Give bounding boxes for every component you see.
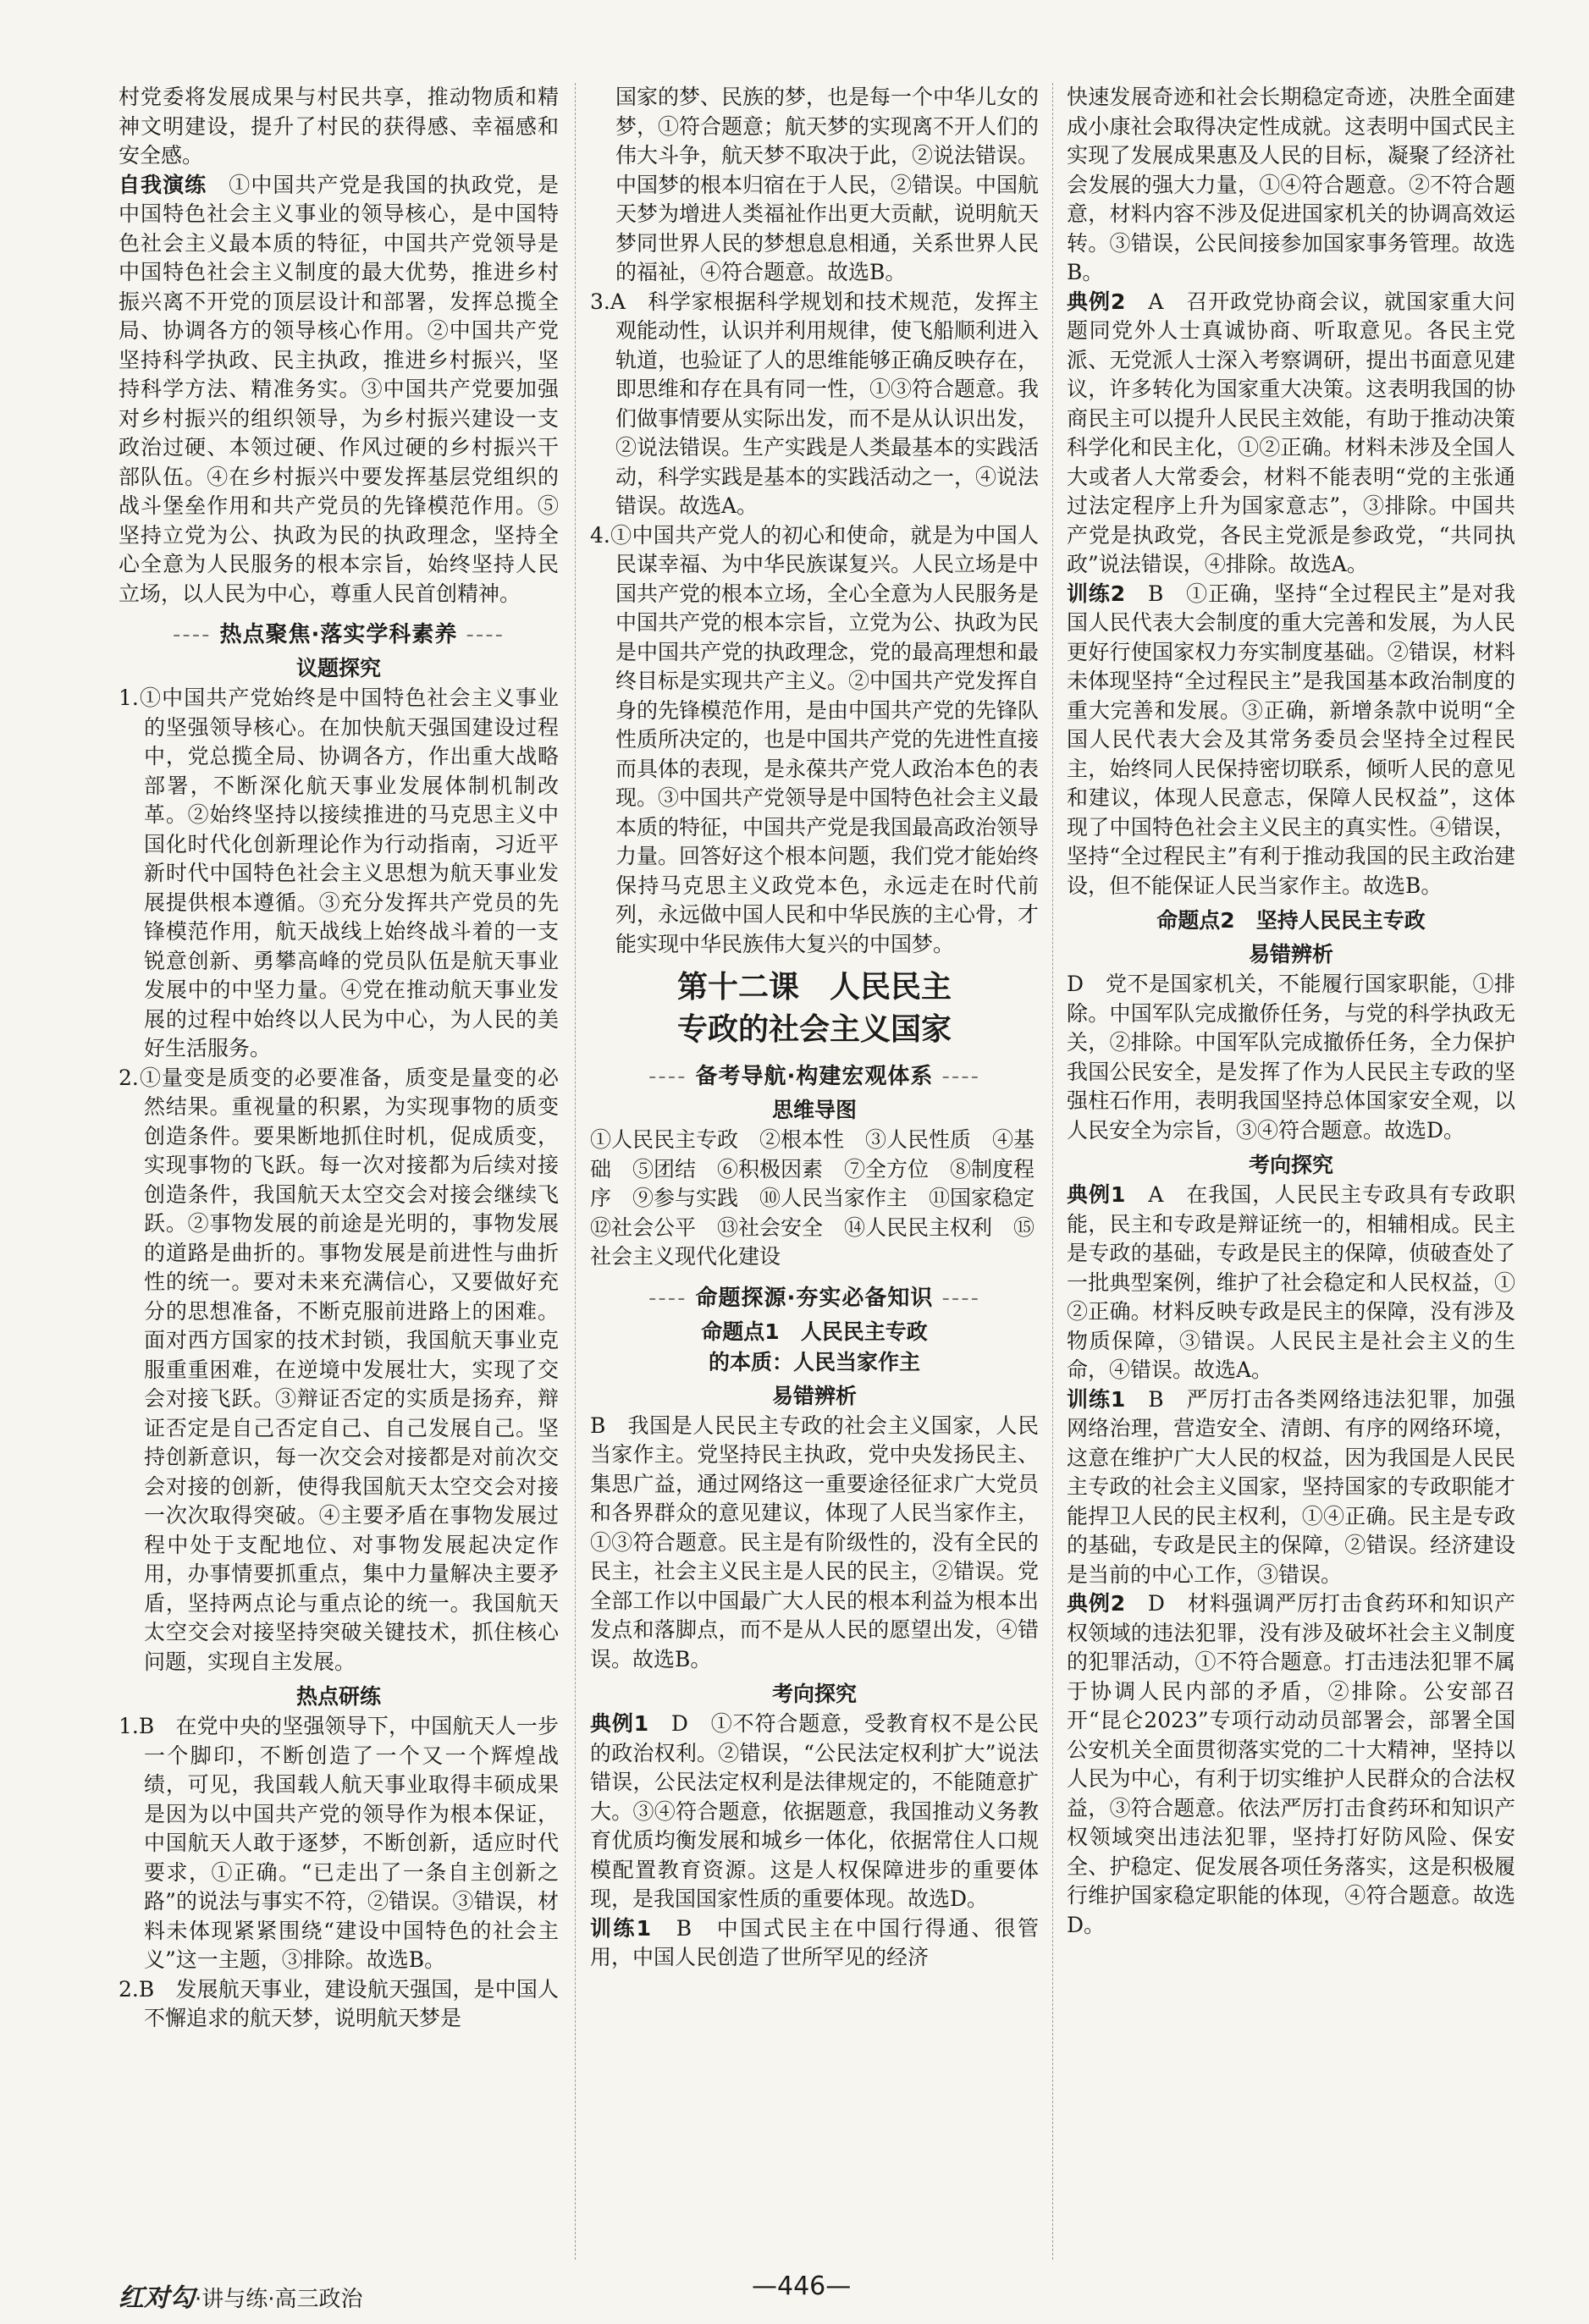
answer-item-2: 2.①量变是质变的必要准备，质变是量变的必然结果。重视量的积累，为实现事物的质变创造条件。要果断地抓住时机，促成质变，实现事物的飞跃。每一次对接都为后续对接创造条件，我国航天太空交会对接会继续飞跃。②事物发展的前途是光明的，事物发展的道路是曲折的。事物发展是前进性与曲折性的统一。要对未来充满信心，又要做好充分的思想准备，不断克服前进路上的困难。面对西方国家的技术封锁，我国航天事业克服重重困难，在逆境中发展壮大，实现了交会对接飞跃。③辩证否定的实质是扬弃，辩证否定是自己否定自己、自己发展自己。坚持创新意识，每一次交会对接都是对前次交会对接的创新，使得我国航天太空交会对接一次次取得突破。④主要矛盾在事物发展过程中处于支配地位、对事物发展起决定作用，办事情要抓重点，集中力量解决主要矛盾，坚持两点论与重点论的统一。我国航天太空交会对接坚持突破关键技术，抓住核心问题，实现自主发展。 (119, 1065, 559, 1674)
self-practice-text: ①中国共产党是我国的执政党，是中国特色社会主义事业的领导核心，是中国特色社会主义最本质的特征，中国共产党领导是中国特色社会主义制度的最大优势，推进乡村振兴离不开党的顶层设计和部署，发挥总揽全局、协调各方的领导核心作用。②中国共产党坚持科学执政、民主执政，推进乡村振兴，坚持科学方法、精准务实。③中国共产党要加强对乡村振兴的组织领导，为乡村振兴建设一支政治过硬、本领过硬、作风过硬的乡村振兴干部队伍。④在乡村振兴中要发挥基层党组织的战斗堡垒作用和共产党员的先锋模范作用。⑤坚持立党为公、执政为民的执政理念，坚持全心全意为人民服务的根本宗旨，始终坚持人民立场，以人民为中心，尊重人民首创精神。 (119, 172, 559, 606)
paragraph-intro: 村党委将发展成果与村民共享，推动物质和精神文明建设，提升了村民的获得感、幸福感和安全感。 (119, 85, 559, 168)
brand-logo: 红对勾 (119, 2283, 195, 2313)
subtitle-error-analysis-2: 易错辨析 (1248, 942, 1333, 966)
page-number: —446— (752, 2272, 852, 2301)
practice-item-4: 4.①中国共产党人的初心和使命，就是为中国人民谋幸福、为中华民族谋复兴。人民立场是中国共产党的根本立场，全心全意为人民服务是中国共产党的根本宗旨，立党为公、执政为民是中国共产党的执政理念，党的最高理想和最终目标是实现共产主义。②中国共产党发挥自身的先锋模范作用，是由中国共产党的先锋队性质所决定的，也是中国共产党的先进性直接而具体的表现，是永葆共产党人政治本色的表现。③中国共产党领导是中国特色社会主义最本质的特征，中国共产党是我国最高政治领导力量。回答好这个根本问题，我们党才能始终保持马克思主义政党本色，永远走在时代前列，永远做中国人民和中华民族的主心骨，才能实现中华民族伟大复兴的中国梦。 (590, 522, 1040, 956)
proposition-point-2-title: 命题点2 坚持人民民主专政 (1156, 908, 1426, 933)
case-1: 典例1 D ①不符合题意，受教育权不是公民的政治权利。②错误，“公民法定权利扩大”说法错误，公民法定权利是法律规定的，不能随意扩大。③④符合题意，依据题意，我国推动义务教育优质均衡发展和城乡一体化，依据常住人口规模配置教育资源。这是人权保障进步的重要体现，是我国国家性质的重要体现。故选D。 (590, 1711, 1039, 1911)
train-1: 训练1 B 中国式民主在中国行得通、很管用，中国人民创造了世所罕见的经济 (590, 1915, 1039, 1969)
case-4: 典例2 D 材料强调严厉打击食药环和知识产权领域的违法犯罪，没有涉及破坏社会主义制度的犯罪活动，①不符合题意。打击违法犯罪不属于协调人民内部的矛盾，②排除。公安部召开“昆仑2023”专项行动动员部署会，部署全国公安机关全面贯彻落实党的二十大精神，坚持以人民为中心，有利于切实维护人民群众的合法权益，③符合题意。依法严厉打击食药环和知识产权领域突出违法犯罪，坚持打好防风险、保安全、护稳定、促发展各项任务落实，这是积极履行维护国家稳定职能的体现，④符合题意。故选D。 (1067, 1591, 1515, 1937)
error-analysis-text-2: D 党不是国家机关，不能履行国家职能，①排除。中国军队完成撤侨任务，与党的科学执政无关，②排除。中国军队完成撤侨任务，全力保护我国公民安全，是发挥了作为人民民主专政的坚强柱石作用，表明我国坚持总体国家安全观，以人民安全为宗旨，③④符合题意。故选D。 (1067, 972, 1515, 1143)
column-right (1067, 83, 1515, 1940)
column-divider (575, 83, 576, 2260)
subtitle-explore: 考向探究 (771, 1682, 857, 1706)
column-left (119, 83, 559, 2034)
train-3: 训练1 B 严厉打击各类网络违法犯罪，加强网络治理，营造安全、清朗、有序的网络环境，这意在维护广大人民的权益，因为我国是人民民主专政的社会主义国家，坚持国家的专政职能才能捍卫人民的民主权利，①④正确。民主是专政的基础，专政是民主的保障，②错误。经济建设是当前的中心工作，③错误。 (1067, 1386, 1515, 1587)
column-divider (1052, 83, 1053, 2260)
practice-item-3: 3.A 科学家根据科学规划和技术规范，发挥主观能动性，认识并利用规律，使飞船顺利进入轨道，也验证了人的思维能够正确反映存在，即思维和存在具有同一性，①③符合题意。我们做事情要从实际出发，而不是从认识出发，②说法错误。生产实践是人类最基本的实践活动，科学实践是基本的实践活动之一，④说法错误。故选A。 (590, 289, 1040, 518)
subtitle-error-analysis: 易错辨析 (771, 1383, 857, 1408)
paragraph-self-practice (119, 171, 559, 609)
answer-item-1: 1.①中国共产党始终是中国特色社会主义事业的坚强领导核心。在加快航天强国建设过程中，党总揽全局、协调各方，作出重大战略部署，不断深化航天事业发展体制机制改革。②始终坚持以接续推进的马克思主义中国化时代化创新理论作为行动指南，习近平新时代中国特色社会主义思想为航天事业发展提供根本遵循。③充分发挥共产党员的先锋模范作用，航天战线上始终战斗着的一支锐意创新、勇攀高峰的党员队伍是航天事业发展中的中坚力量。④党在推动航天事业发展的过程中始终以人民为中心，为人民的美好生活服务。 (119, 686, 559, 1060)
mind-map-answers: ①人民民主专政 ②根本性 ③人民性质 ④基础 ⑤团结 ⑥积极因素 ⑦全方位 ⑧制度程序 ⑨参与实践 ⑩人民当家作主 ⑪国家稳定 ⑫社会公平 ⑬社会安全 ⑭人民民主权利 ⑮社会主义现代化建设 (590, 1127, 1057, 1269)
lesson-title: 第十二课 人民民主 专政的社会主义国家 (676, 969, 952, 1047)
book-series: ·讲与练·高三政治 (195, 2287, 363, 2312)
practice-item-1: 1.B 在党中央的坚强领导下，中国航天人一步一个脚印，不断创造了一个又一个辉煌战绩，可见，我国载人航天事业取得丰硕成果是因为以中国共产党的领导作为根本保证，中国航天人敢于逐梦，不断创新，适应时代要求，①正确。“已走出了一条自主创新之路”的说法与事实不符，②错误。③错误，材料未体现紧紧围绕“建设中国特色的社会主义”这一主题，③排除。故选B。 (119, 1714, 559, 1972)
subtitle-explore-2: 考向探究 (1248, 1153, 1333, 1177)
subtitle-topic-explore: 议题探究 (295, 656, 381, 680)
case-2: 典例2 A 召开政党协商会议，就国家重大问题同党外人士真诚协商、听取意见。各民主党派、无党派人士深入考察调研，提出书面意见建议，许多转化为国家重大决策。这表明我国的协商民主可以提升人民民主效能，有助于推动决策科学化和民主化，①②正确。材料未涉及全国人大或者人大常委会，材料不能表明“党的主张通过法定程序上升为国家意志”，③排除。中国共产党是执政党，各民主党派是参政党，“共同执政”说法错误，④排除。故选A。 (1067, 289, 1515, 576)
error-analysis-text: B 我国是人民民主专政的社会主义国家，人民当家作主。党坚持民主执政，党中央发扬民主、集思广益，通过网络这一重要途径征求广大党员和各界群众的意见建议，体现了人民当家作主，①③符合题意。民主是有阶级性的，没有全民的民主，社会主义民主是人民的民主，②错误。党全部工作以中国最广大人民的根本利益为根本出发点和落脚点，而不是从人民的愿望出发，④错误。故选B。 (590, 1413, 1039, 1671)
section-title-exam-guide: ---- 备考导航·构建宏观体系 ---- (648, 1064, 981, 1089)
practice-item-2-continued: 国家的梦、民族的梦，也是每一个中华儿女的梦，①符合题意；航天梦的实现离不开人们的伟大斗争，航天梦不取决于此，②说法错误。中国梦的根本归宿在于人民，②错误。中国航天梦为增进人类福祉作出更大贡献，说明航天梦同世界人民的梦想息息相通，关系世界人民的福祉，④符合题意。故选B。 (615, 85, 1040, 284)
section-title-source: ---- 命题探源·夯实必备知识 ---- (648, 1285, 981, 1311)
case-3: 典例1 A 在我国，人民民主专政具有专政职能，民主和专政是辩证统一的，相辅相成。民主是专政的基础，专政是民主的保障，侦破查处了一批典型案例，维护了社会稳定和人民权益，①②正确。材料反映专政是民主的保障，没有涉及物质保障，③错误。人民民主是社会主义的生命，④错误。故选A。 (1067, 1182, 1515, 1382)
proposition-point-1-title: 命题点1 人民民主专政 的本质：人民当家作主 (701, 1319, 928, 1374)
footer-brand (119, 2277, 363, 2314)
column-middle (590, 83, 1057, 1973)
section-title-hot-focus: ---- 热点聚焦·落实学科素养 ---- (172, 622, 505, 647)
train-1-continued: 快速发展奇迹和社会长期稳定奇迹，决胜全面建成小康社会取得决定性成就。这表明中国式民主实现了发展成果惠及人民的目标，凝聚了经济社会发展的强大力量，①④符合题意。②不符合题意，材料内容不涉及促进国家机关的协调高效运转。③错误，公民间接参加国家事务管理。故选B。 (1067, 85, 1515, 284)
self-practice-label: 自我演练 (119, 172, 207, 197)
subtitle-mind-map: 思维导图 (771, 1098, 857, 1122)
practice-item-2: 2.B 发展航天事业，建设航天强国，是中国人不懈追求的航天梦，说明航天梦是 (119, 1976, 559, 2030)
train-2: 训练2 B ①正确，坚持“全过程民主”是对我国人民代表大会制度的重大完善和发展，为人民更好行使国家权力夯实制度基础。②错误，材料未体现坚持“全过程民主”是我国基本政治制度的重大完善和发展。③正确，新增条款中说明“全国人民代表大会及其常务委员会坚持全过程民主，始终同人民保持密切联系，倾听人民的意见和建议，体现人民意志，保障人民权益”，这体现了中国特色社会主义民主的真实性。④错误，坚持“全过程民主”有利于推动我国的民主政治建设，但不能保证人民当家作主。故选B。 (1067, 581, 1515, 898)
subtitle-hot-practice: 热点研练 (295, 1684, 381, 1709)
